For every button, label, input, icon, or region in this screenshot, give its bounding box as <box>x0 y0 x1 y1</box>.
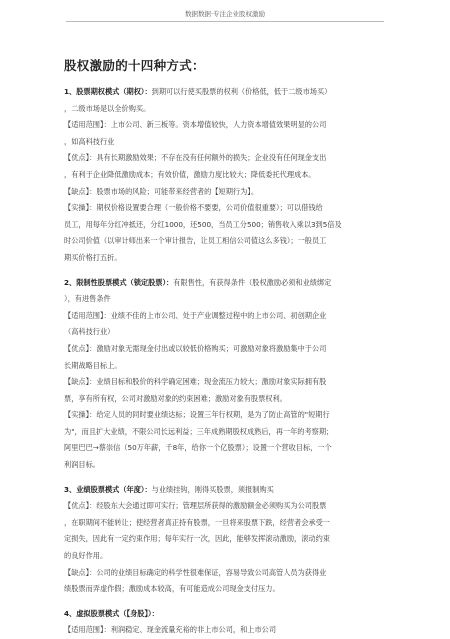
section-1-heading-line <box>64 84 386 101</box>
paragraph-line: 为"，而且扩大业绩，不限公司长远利益；三年成熟期股权成熟后，再一年的考察期； <box>64 426 334 436</box>
paragraph-line: ，二级市场是以全价购买。 <box>64 103 151 113</box>
paragraph-line: 利润目标。 <box>64 460 100 470</box>
section-2-heading: 2、限制性股票模式（锁定股票）： <box>64 277 174 287</box>
section-3-heading: 3、业绩股票模式（年度）： <box>64 484 152 494</box>
paragraph-line: 长期战略目标上。 <box>64 360 122 370</box>
paragraph-line: 票，享有所有权，公司对激励对象的约束困难；激励对象有股票权利。 <box>64 393 287 403</box>
paragraph-line: 【实操】：给定人员的同时要业绩达标；设置三年行权期，是为了防止高管的"短期行 <box>64 410 330 420</box>
page-header: 数据数据·专注企业股权激励 <box>184 10 266 18</box>
paragraph-line: 【适用范围】：上市公司、新三板等。资本增值较快，人力资本增值效果明显的公司 <box>64 120 327 130</box>
paragraph-line: 阿里巴巴→蔡崇信（50万年薪，千8年，给你一个亿股票）；设置一个营收目标，一个 <box>64 443 332 453</box>
section-spacer <box>64 598 386 606</box>
paragraph-line: 【缺点】：业绩目标和股价的科学确定困难；现金流压力较大；激励对象实际拥有股 <box>64 377 327 387</box>
paragraph-line: ，在职期间不能转让；使经营者真正持有股票，一旦将来股票下跌，经营者会承受一 <box>64 517 330 527</box>
section-3-heading-line <box>64 482 386 499</box>
paragraph-line: 【适用范围】：业绩不佳的上市公司、处于产业调整过程中的上市公司、初创期企业 <box>64 310 327 320</box>
document-title: 股权激励的十四种方式： <box>64 58 205 73</box>
paragraph-line: 【适用范围】：利润稳定、现金流量充裕的非上市公司，和上市公司 <box>64 625 277 635</box>
paragraph-line: 【缺点】：股票市场的风险；可能带来经营者的【短期行为】。 <box>64 186 259 196</box>
section-2-heading-rest: 有限售性，有获得条件（股权激励必须和业绩绑定 <box>173 277 332 287</box>
paragraph-line: 期买价格打五折。 <box>64 252 122 262</box>
paragraph-line: 的良好作用。 <box>64 551 108 561</box>
paragraph-line: 【实操】：期权价格设置要合理（一般价格不要要，公司价值很重要）；可以借钱给 <box>64 203 323 213</box>
section-spacer <box>64 267 386 275</box>
paragraph-line: 【优点】：具有长期激励效果；不存在没有任何额外的损失；企业没有任何现金支出 <box>64 153 327 163</box>
paragraph-line: ，如高科技行业 <box>64 136 115 146</box>
section-spacer <box>64 474 386 482</box>
section-4-heading: 4、虚拟股票模式（【身股】）： <box>64 608 159 618</box>
section-3-heading-rest: 与业绩挂钩，刚得买股票，须报制购买 <box>151 484 274 494</box>
paragraph-line: 员工，用每年分红冲抵还，分红1000，还500，当员工分500；销售收入乘以3到5倍及 <box>64 219 342 229</box>
paragraph-line: （高科技行业） <box>64 327 115 337</box>
document-body <box>64 84 386 639</box>
paragraph-line: 时公司价值（以审计师出来一个审计报告，让员工相信公司值这么多钱）；一般员工 <box>64 236 327 246</box>
paragraph-line: ），有进售条件 <box>64 294 111 304</box>
section-1-heading-rest: 到期可以行使买股票的权利（价格低，低于二级市场买） <box>151 87 332 96</box>
paragraph-line: 【缺点】：公司的业绩目标确定的科学性很难保证，容易导致公司高管人员为获得业 <box>64 567 327 577</box>
paragraph-line: ，有利于企业降低激励成本；有效价值，激励力度比较大；降低委托代理成本。 <box>64 169 316 179</box>
section-1-heading: 1、股票期权模式（期权）： <box>64 87 152 96</box>
paragraph-line: 定损失，因此有一定约束作用；每年实行一次，因此，能够发挥滚动激励，滚动约束 <box>64 534 330 544</box>
paragraph-line: 绩股票而弄虚作假；激励成本较高，有可能造成公司现金支付压力。 <box>64 584 280 594</box>
paragraph-line: 【优点】：经股东大会通过即可实行；管理层所获得的激励额金必须购买为公司股票 <box>64 501 327 511</box>
header-divider <box>66 21 384 22</box>
paragraph-line: 【优点】：激励对象无需现金付出或以较低价格购买；可激励对象将激励集中于公司 <box>64 343 327 353</box>
section-2-heading-line <box>64 275 386 292</box>
